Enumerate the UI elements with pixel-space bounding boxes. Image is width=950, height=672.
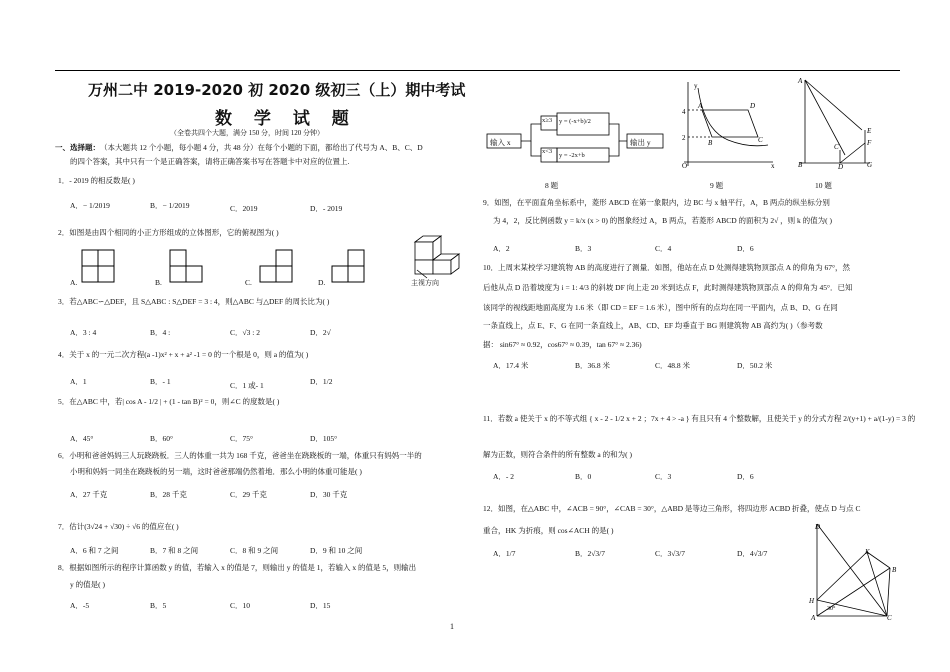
svg-text:F: F xyxy=(867,139,872,147)
svg-text:x: x xyxy=(771,162,775,170)
q11-option-c: C．3 xyxy=(655,472,672,481)
svg-text:D: D xyxy=(750,102,756,110)
flow-input-label: 输入 x xyxy=(490,138,511,147)
q2-option-b: B. xyxy=(155,278,162,287)
svg-text:D: D xyxy=(838,163,844,170)
flow-output-label: 输出 y xyxy=(630,138,651,147)
svg-text:O: O xyxy=(682,162,688,170)
q10-option-a: A．17.4 米 xyxy=(493,361,529,370)
q12-option-b: B．2√3/7 xyxy=(575,549,605,558)
flow-condition-2: x<3 xyxy=(542,148,553,155)
q2-option-d: D. xyxy=(318,278,326,287)
svg-text:2: 2 xyxy=(682,134,686,142)
q10-figure xyxy=(790,75,890,170)
q3-option-a: A．3 : 4 xyxy=(70,328,97,337)
q10-option-b: B．36.8 米 xyxy=(575,361,611,370)
q7-option-d: D．9 和 10 之间 xyxy=(310,546,363,555)
q4-option-b: B．- 1 xyxy=(150,377,171,386)
page-subtitle: 数 学 试 题 xyxy=(215,109,357,129)
svg-text:4: 4 xyxy=(682,108,686,116)
svg-text:B: B xyxy=(708,139,713,147)
q10-option-d: D．50.2 米 xyxy=(737,361,773,370)
q12-option-c: C．3√3/7 xyxy=(655,549,685,558)
q7-option-a: A．6 和 7 之间 xyxy=(70,546,119,555)
q4-option-d: D．1/2 xyxy=(310,377,333,386)
q3-option-d: D．2√ xyxy=(310,328,331,337)
q12-stem-line2: 重合，HK 为折痕，则 cos∠ACH 的是( ) xyxy=(483,526,614,535)
section-heading: 一、选择题： xyxy=(55,143,100,152)
flow-formula-1: y = (-x+b)/2 xyxy=(559,118,591,125)
svg-text:B: B xyxy=(798,161,803,169)
q11-option-d: D．6 xyxy=(737,472,754,481)
svg-text:H: H xyxy=(809,597,815,605)
svg-text:E: E xyxy=(867,127,872,135)
q10-stem-line2: 后他从点 D 沿着坡度为 i = 1: 4/3 的斜坡 DF 向上走 20 米到达点 F，此时测得建筑物顶部点 A 的仰角为 45°．已知 xyxy=(483,283,853,292)
q4-stem: 4．关于 x 的一元二次方程(a -1)x² + x + a² -1 = 0 的一个根是 0，则 a 的值为( ) xyxy=(58,350,309,359)
q5-stem: 5．在△ABC 中，若| cos A - 1/2 | + (1 - tan B)² = 0，则∠C 的度数是( ) xyxy=(58,397,280,406)
svg-text:G: G xyxy=(867,161,873,169)
q6-option-a: A．27 千克 xyxy=(70,490,108,499)
q3-option-b: B．4 : xyxy=(150,328,171,337)
q6-option-b: B．28 千克 xyxy=(150,490,187,499)
q8-option-d: D．15 xyxy=(310,601,331,610)
q11-stem-line2: 解为正数，则符合条件的所有整数 a 的和为( ) xyxy=(483,450,632,459)
svg-text:C: C xyxy=(887,614,892,620)
view-direction-label: 主视方向 xyxy=(411,279,439,287)
section-intro-line1: （本大题共 12 个小题，每小题 4 分，共 48 分）在每个小题的下面，都给出了代号为 A、B、C、D xyxy=(100,143,423,152)
q12-stem-line1: 12．如图，在△ABC 中，∠ACB = 90°，∠CAB = 30°，△ABD 是等边三角形，将四边形 ACBD 折叠，使点 D 与点 C xyxy=(483,504,861,513)
q10-stem-line4: 一条直线上，点 E、F、G 在同一条直线上，AB、CD、EF 均垂直于 BG 则建筑物 AB 高约为( )（参考数 xyxy=(483,321,823,330)
q9-figure xyxy=(678,80,778,172)
q10-stem-line1: 10．上周末某校学习建筑物 AB 的高度进行了测量．如图，他站在点 D 处测得建筑物顶部点 A 的仰角为 67°，然 xyxy=(483,263,850,272)
q3-option-c: C．√3 : 2 xyxy=(230,328,260,337)
q5-option-a: A．45° xyxy=(70,434,94,443)
q2-stem: 2．如图是由四个相同的小正方形组成的立体图形，它的俯视图为( ) xyxy=(58,228,279,237)
section-intro-line2: 的四个答案，其中只有一个是正确答案，请将正确答案书写在答题卡中对应的位置上. xyxy=(70,157,350,166)
svg-text:A: A xyxy=(698,102,703,110)
q1-option-d: D．- 2019 xyxy=(310,204,343,213)
svg-text:A: A xyxy=(798,77,803,85)
q3-stem: 3．若△ABC∽△DEF，且 S△ABC : S△DEF = 3 : 4，则△ABC 与△DEF 的周长比为( ) xyxy=(58,297,330,306)
q4-option-a: A．1 xyxy=(70,377,87,386)
header-rule xyxy=(55,70,900,71)
q12-option-d: D．4√3/7 xyxy=(737,549,768,558)
page-number: 1 xyxy=(450,622,454,631)
q8-stem-line1: 8．根据如图所示的程序计算函数 y 的值，若输入 x 的值是 7，则输出 y 的值是 1，若输入 x 的值是 5，则输出 xyxy=(58,563,417,572)
q1-option-c: C．2019 xyxy=(230,204,258,213)
q8-option-c: C．10 xyxy=(230,601,251,610)
q6-stem-line1: 6．小明和爸爸妈妈三人玩跷跷板．三人的体重一共为 168 千克，爸爸坐在跷跷板的一端，体重只有妈妈一半的 xyxy=(58,451,422,460)
q2-option-a: A. xyxy=(70,278,78,287)
svg-text:D: D xyxy=(815,523,821,531)
svg-text:y: y xyxy=(694,82,698,90)
q7-stem: 7．估计(3√24 + √30) ÷ √6 的值应在( ) xyxy=(58,522,179,531)
q12-figure xyxy=(805,520,905,620)
q5-option-d: D．105° xyxy=(310,434,338,443)
q9-stem-line1: 9．如图，在平面直角坐标系中，菱形 ABCD 在第一象限内，边 BC 与 x 轴平行，A，B 两点的纵坐标分别 xyxy=(483,198,830,207)
q9-option-c: C．4 xyxy=(655,244,672,253)
q11-option-a: A．- 2 xyxy=(493,472,515,481)
svg-text:C: C xyxy=(758,136,763,144)
q10-option-c: C．48.8 米 xyxy=(655,361,691,370)
q8-stem-line2: y 的值是( ) xyxy=(70,580,105,589)
q10-stem-line3: 该同学的视线距地面高度为 1.6 米（即 CD = EF = 1.6 米），图中所有的点均在同一平面内，点 B、D、G 在同 xyxy=(483,303,838,312)
q4-option-c: C．1 或- 1 xyxy=(230,381,264,390)
q5-option-c: C．75° xyxy=(230,434,254,443)
flow-formula-2: y = -2x+b xyxy=(559,152,585,159)
q1-option-b: B．− 1/2019 xyxy=(150,201,190,210)
q9-stem-line2: 为 4，2，反比例函数 y = k/x (x > 0) 的图象经过 A，B 两点，若菱形 ABCD 的面积为 2√ ，则 k 的值为( ) xyxy=(493,216,833,225)
page-title: 万州二中 2019-2020 初 2020 级初三（上）期中考试 xyxy=(88,81,466,99)
q2-figure-b xyxy=(168,248,208,286)
svg-text:K: K xyxy=(865,548,870,556)
q9-option-a: A．2 xyxy=(493,244,510,253)
q5-option-b: B．60° xyxy=(150,434,174,443)
svg-text:B: B xyxy=(892,566,897,574)
q7-option-c: C．8 和 9 之间 xyxy=(230,546,279,555)
q6-option-d: D．30 千克 xyxy=(310,490,348,499)
fig8-label: 8 题 xyxy=(545,181,559,190)
q10-stem-line5: 据： sin67° ≈ 0.92，cos67° ≈ 0.39，tan 67° ≈ 2.36) xyxy=(483,340,642,349)
q1-option-a: A．− 1/2019 xyxy=(70,201,110,210)
q2-option-c: C. xyxy=(245,278,252,287)
q2-figure-a xyxy=(80,248,120,286)
q8-option-a: A．-5 xyxy=(70,601,90,610)
q6-stem-line2: 小明和妈妈一同坐在跷跷板的另一端，这时爸爸那端仍然着地．那么小明的体重可能是( ) xyxy=(70,467,362,476)
q8-option-b: B．5 xyxy=(150,601,167,610)
q2-figure-d xyxy=(330,248,370,286)
fig9-label: 9 题 xyxy=(710,181,724,190)
flow-condition-1: x≥3 xyxy=(542,117,553,124)
svg-text:C: C xyxy=(834,143,839,151)
q2-figure-c xyxy=(258,248,298,286)
q6-option-c: C．29 千克 xyxy=(230,490,267,499)
q9-option-d: D．6 xyxy=(737,244,754,253)
exam-note: （全卷共四个大题，满分 150 分，时间 120 分钟） xyxy=(170,129,324,137)
svg-text:A: A xyxy=(811,614,816,620)
q12-option-a: A．1/7 xyxy=(493,549,516,558)
svg-text:30°: 30° xyxy=(827,606,836,612)
q1-stem: 1．- 2019 的相反数是( ) xyxy=(58,176,135,185)
q11-option-b: B．0 xyxy=(575,472,592,481)
q11-stem-line1: 11．若数 a 使关于 x 的不等式组 { x - 2 - 1/2 x + 2 ；7x + 4 > -a } 有且只有 4 个整数解，且使关于 y 的分式方程 2/(y+1) + a/(1-y) = 3 的 xyxy=(483,414,916,423)
q9-option-b: B．3 xyxy=(575,244,592,253)
q7-option-b: B．7 和 8 之间 xyxy=(150,546,199,555)
fig10-label: 10 题 xyxy=(815,181,832,190)
